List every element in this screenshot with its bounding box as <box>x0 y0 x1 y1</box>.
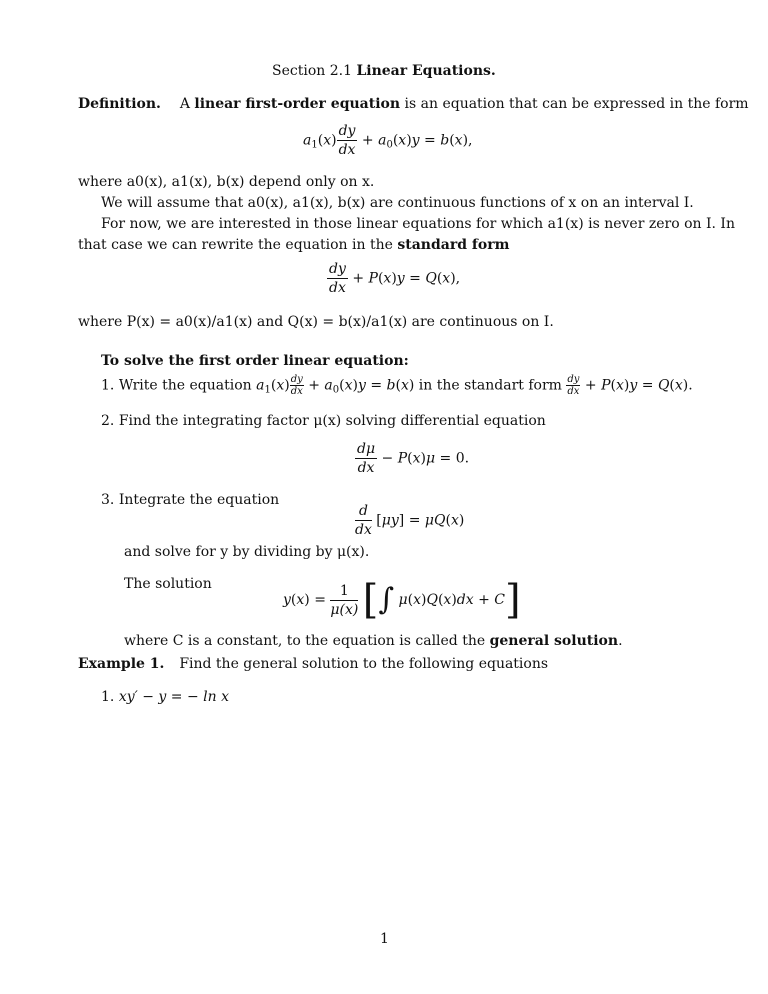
step-3-number: 3. <box>101 492 115 508</box>
solution-label: The solution <box>124 576 212 592</box>
section-prefix: Section 2.1 <box>272 63 352 79</box>
procedure-heading: To solve the first order linear equation: <box>101 353 409 369</box>
page-number: 1 <box>380 931 389 947</box>
interest-line-1: For now, we are interested in those linear equations for which a1(x) is never zero on I. In <box>101 216 735 232</box>
definition-line <box>78 97 749 111</box>
pq-definition-line: where P(x) = a0(x)/a1(x) and Q(x) = b(x)/a1(x) are continuous on I. <box>78 314 554 330</box>
definition-term: linear first-order equation <box>194 96 401 112</box>
step-2-number: 2. <box>101 413 115 429</box>
assume-line: We will assume that a0(x), a1(x), b(x) are continuous functions of x on an interval I. <box>101 195 694 211</box>
standard-form-term: standard form <box>397 237 510 253</box>
example-item-1 <box>101 690 229 704</box>
general-solution-line: where C is a constant, to the equation is called the general solution. <box>124 633 623 649</box>
section-title: Linear Equations. <box>356 63 496 79</box>
example-label: Example 1. <box>78 656 165 672</box>
example-item-1-number: 1. <box>101 689 115 705</box>
example-line: Example 1. Find the general solution to the following equations <box>78 656 549 672</box>
interest-line-2: that case we can rewrite the equation in the standard form <box>78 237 510 253</box>
definition-intro-a: A <box>179 96 190 112</box>
step-3: 3. Integrate the equation <box>101 492 280 508</box>
definition-intro-b: is an equation that can be expressed in the form <box>404 96 749 112</box>
step-3-after: and solve for y by dividing by μ(x). <box>124 544 370 560</box>
general-linear-equation: $a_1(x)$ $\frac{dy}{dx}$ + $a_0(x)y = b(x)$, <box>303 123 473 158</box>
general-solution-term: general solution <box>489 633 619 649</box>
step-1: 1. Write the equation $a_1(x)$ $\frac{dy}{dx}$ + $a_0(x)y = b(x)$ in the standart form $\frac{dy}{dx}$ + P(x)y = Q(x). <box>101 374 693 397</box>
definition-label: Definition. <box>78 96 161 112</box>
general-solution-formula: y(x) = $\frac{1}{\mu(x)}$ [∫ μ(x)Q(x)dx + C] <box>283 577 521 623</box>
standard-form-equation: $\frac{dy}{dx}$ + P(x)y = Q(x), <box>329 261 461 296</box>
step-1-number: 1. <box>101 377 115 394</box>
step-2: 2. Find the integrating factor μ(x) solving differential equation <box>101 413 546 429</box>
integrating-factor-equation: $\frac{d\mu}{dx}$ − P(x)μ = 0. <box>357 441 470 476</box>
section-heading <box>272 64 496 78</box>
example-item-1-equation: xy′ − y = − ln x <box>118 689 229 705</box>
integrate-equation: $\frac{d}{dx}$ [μy] = μQ(x) <box>355 503 465 538</box>
depend-line: where a0(x), a1(x), b(x) depend only on x. <box>78 174 375 190</box>
